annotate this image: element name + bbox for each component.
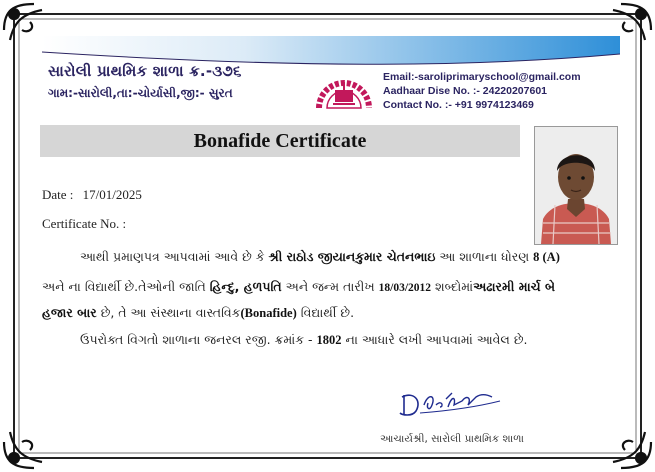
- date-value: 17/01/2025: [82, 187, 142, 202]
- certificate-number-label: Certificate No. :: [42, 216, 127, 231]
- school-logo-icon: [313, 68, 375, 112]
- birth-date: 18/03/2012: [378, 282, 432, 294]
- signatory-title: આચાર્યશ્રી, સારોલી પ્રાથમિક શાળા: [380, 433, 524, 445]
- school-email: Email:-saroliprimaryschool@gmail.com: [383, 71, 581, 83]
- bonafide-term: (Bonafide): [240, 306, 297, 320]
- date-label: Date :: [42, 187, 74, 202]
- student-caste: હિન્દુ, હળપતિ: [209, 279, 282, 294]
- body-text: છે, તે આ સંસ્થાના વાસ્તવિક: [96, 305, 241, 320]
- body-text: ઉપરોક્ત વિગતો શાળાના જનરલ રજી. ક્રમાંક -: [80, 332, 317, 347]
- register-number: 1802: [316, 333, 342, 347]
- birth-date-words: અઢારમી માર્ચ બે: [473, 279, 556, 294]
- certificate-title: Bonafide Certificate: [193, 130, 367, 152]
- date-field: [42, 187, 142, 203]
- contact-number: Contact No. :- +91 9974123469: [383, 99, 534, 111]
- body-text: ના આધારે લખી આપવામાં આવેલ છે.: [341, 332, 528, 347]
- student-photo: [534, 126, 618, 245]
- body-line-2: [42, 279, 622, 295]
- body-text: શબ્દોમાં: [431, 279, 474, 294]
- birth-date-words-cont: હજાર બાર: [42, 305, 97, 320]
- student-name: શ્રી રાઠોડ જીયાનકુમાર ચેતનભાઇ: [268, 249, 436, 264]
- body-text: વિદ્યાર્થી છે.: [296, 305, 355, 320]
- aadhaar-dise-number: Aadhaar Dise No. :- 24220207601: [383, 85, 548, 97]
- school-name: સારોલી પ્રાથમિક શાળા ક્ર.-૩૭૬: [48, 62, 242, 80]
- body-line-1: [80, 249, 655, 265]
- student-standard: 8 (A): [533, 250, 560, 264]
- body-text: આ શાળાના ધોરણ: [435, 249, 534, 264]
- principal-signature: [396, 385, 508, 421]
- body-line-3: [42, 305, 622, 321]
- body-line-4: [80, 332, 655, 348]
- body-text: અને ના વિદ્યાર્થી છે.તેઓની જાતિ: [42, 279, 210, 294]
- corner-ornament-bottom-left: [4, 432, 42, 468]
- school-address: ગામ:-સારોલી,તા:-ચોર્યાસી,જી:- સુરત: [48, 86, 233, 100]
- body-text: અને જન્મ તારીખ: [281, 279, 379, 294]
- corner-ornament-top-left: [4, 4, 42, 40]
- body-text: આથી પ્રમાણપત્ર આપવામાં આવે છે કે: [80, 249, 269, 264]
- corner-ornament-bottom-right: [613, 432, 651, 468]
